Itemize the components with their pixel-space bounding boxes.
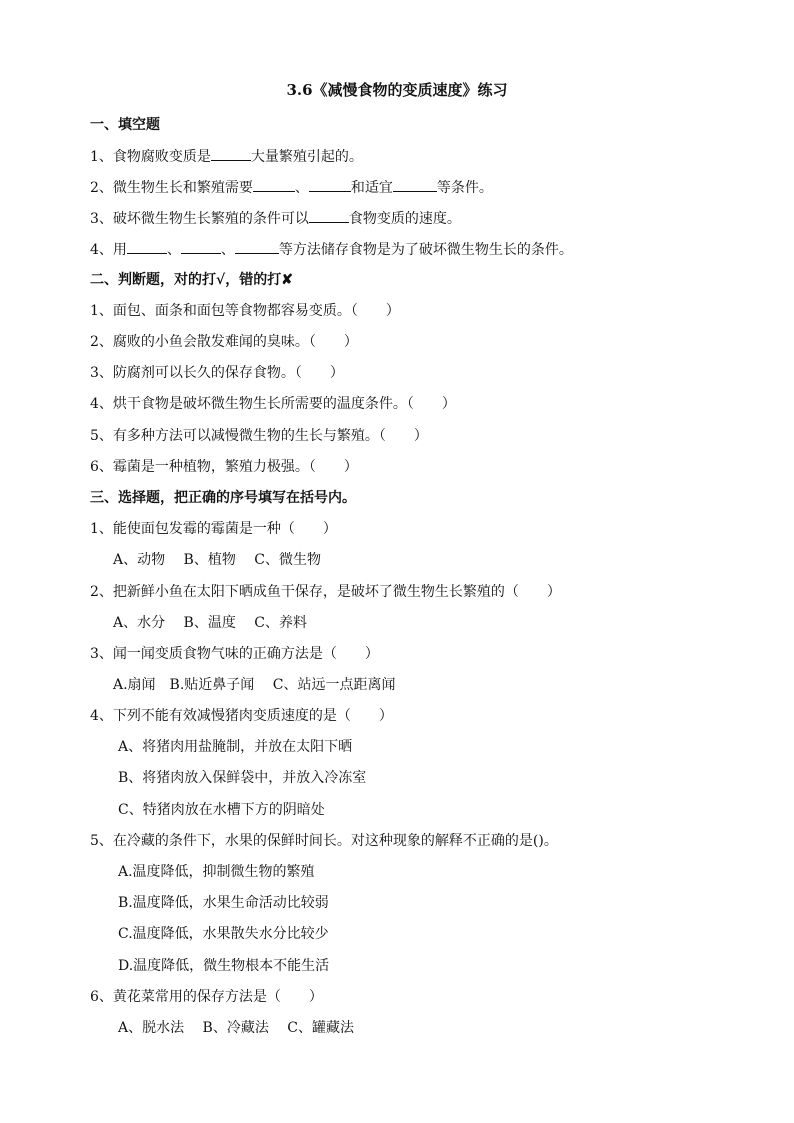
section-heading-multiple-choice: 三、选择题，把正确的序号填写在括号内。 [90,490,356,506]
answer-blank[interactable] [253,177,295,192]
question-2-1: 1、面包、面条和面包等食物都容易变质。（ ） [90,303,400,319]
answer-blank[interactable] [309,177,351,192]
question-1-1 [90,146,363,167]
question-text: 、 [220,242,235,258]
question-text: 、 [294,180,309,196]
question-3-4-option-c: C、特猪肉放在水槽下方的阴暗处 [118,802,325,818]
question-1-2 [90,177,493,198]
question-3-6-options: A、脱水法 B、冷藏法 C、罐藏法 [118,1020,355,1036]
question-text: 3、破坏微生物生长繁殖的条件可以 [90,211,309,227]
question-2-2: 2、腐败的小鱼会散发难闻的臭味。（ ） [90,334,358,350]
question-3-3-options: A.扇闻 B.贴近鼻子闻 C、站远一点距离闻 [113,677,396,693]
question-3-5-option-b: B.温度降低，水果生命活动比较弱 [118,895,329,911]
question-text: 、 [166,242,181,258]
question-3-6: 6、黄花菜常用的保存方法是（ ） [90,989,323,1005]
question-3-4-option-a: A、将猪肉用盐腌制，并放在太阳下晒 [118,739,353,755]
question-2-4: 4、烘干食物是破坏微生物生长所需要的温度条件。（ ） [90,396,456,412]
question-3-3: 3、闻一闻变质食物气味的正确方法是（ ） [90,646,379,662]
question-3-5: 5、在冷藏的条件下，水果的保鲜时间长。对这种现象的解释不正确的是()。 [90,833,558,849]
question-2-5: 5、有多种方法可以减慢微生物的生长与繁殖。（ ） [90,428,428,444]
section-heading-fill-blank: 一、填空题 [90,117,160,133]
question-3-2-options: A、水分 B、温度 C、养料 [113,615,308,631]
question-text: 等方法储存食物是为了破坏微生物生长的条件。 [278,242,573,258]
answer-blank[interactable] [393,177,437,192]
section-heading-true-false: 二、判断题，对的打√，错的打✘ [90,272,293,288]
question-3-4: 4、下列不能有效减慢猪肉变质速度的是（ ） [90,708,393,724]
question-text: 和适宜 [350,180,393,196]
question-3-1: 1、能使面包发霉的霉菌是一种（ ） [90,521,337,537]
answer-blank[interactable] [309,208,349,223]
question-3-2: 2、把新鲜小鱼在太阳下晒成鱼干保存，是破坏了微生物生长繁殖的（ ） [90,584,561,600]
answer-blank[interactable] [235,239,279,254]
question-text: 1、食物腐败变质是 [90,149,211,165]
question-3-5-option-d: D.温度降低，微生物根本不能生活 [118,958,330,974]
question-text: 4、用 [90,242,127,258]
question-2-3: 3、防腐剂可以长久的保存食物。（ ） [90,365,344,381]
page-title: 3.6《减慢食物的变质速度》练习 [286,81,508,99]
question-text: 2、微生物生长和繁殖需要 [90,180,253,196]
question-3-1-options: A、动物 B、植物 C、微生物 [113,552,322,568]
answer-blank[interactable] [181,239,221,254]
question-3-5-option-a: A.温度降低，抑制微生物的繁殖 [118,864,315,880]
question-text: 食物变质的速度。 [348,211,461,227]
question-3-4-option-b: B、将猪肉放入保鲜袋中，并放入冷冻室 [118,770,367,786]
question-text: 大量繁殖引起的。 [250,149,363,165]
question-3-5-option-c: C.温度降低，水果散失水分比较少 [118,926,329,942]
answer-blank[interactable] [211,146,251,161]
question-1-4 [90,239,573,260]
question-1-3 [90,208,461,229]
question-2-6: 6、霉菌是一种植物，繁殖力极强。（ ） [90,459,358,475]
question-text: 等条件。 [436,180,493,196]
answer-blank[interactable] [127,239,167,254]
